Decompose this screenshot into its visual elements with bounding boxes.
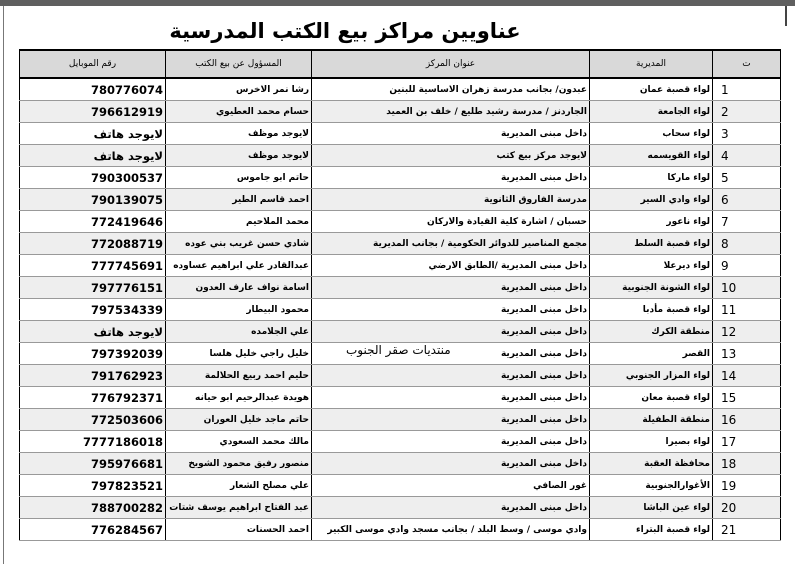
cell-mobile: لايوجد هاتف bbox=[20, 123, 166, 145]
cell-mobile: 788700282 bbox=[20, 497, 166, 519]
cell-mobile: لايوجد هاتف bbox=[20, 145, 166, 167]
cell-directorate: لواء عين الباشا bbox=[590, 497, 713, 519]
cell-responsible: هويدة عبدالرحيم ابو حيانه bbox=[166, 387, 312, 409]
cell-responsible: مالك محمد السعودي bbox=[166, 431, 312, 453]
cell-responsible: لايوجد موظف bbox=[166, 123, 312, 145]
cell-no: 8 bbox=[713, 233, 781, 255]
cell-no: 21 bbox=[713, 519, 781, 541]
cell-responsible: احمد قاسم الطير bbox=[166, 189, 312, 211]
cell-no: 6 bbox=[713, 189, 781, 211]
cell-address: عبدون/ بجانب مدرسة زهران الاساسية للبنين bbox=[312, 78, 590, 101]
cell-directorate: لواء ديرعلا bbox=[590, 255, 713, 277]
cell-address: داخل مبنى المديرية bbox=[312, 453, 590, 475]
cell-no: 19 bbox=[713, 475, 781, 497]
cell-directorate: لواء الجامعة bbox=[590, 101, 713, 123]
table-row bbox=[20, 123, 781, 145]
cell-directorate: لواء قصبة السلط bbox=[590, 233, 713, 255]
table-row bbox=[20, 475, 781, 497]
cell-mobile: 797776151 bbox=[20, 277, 166, 299]
table-row bbox=[20, 78, 781, 101]
cell-no: 4 bbox=[713, 145, 781, 167]
cell-responsible: شادي حسن غريب بني عوده bbox=[166, 233, 312, 255]
table-row bbox=[20, 299, 781, 321]
cell-mobile: 797534339 bbox=[20, 299, 166, 321]
cell-address: داخل مبنى المديرية bbox=[312, 409, 590, 431]
cell-mobile: 776792371 bbox=[20, 387, 166, 409]
cell-no: 13 bbox=[713, 343, 781, 365]
watermark: منتديات صقر الجنوب bbox=[346, 343, 451, 357]
cell-no: 17 bbox=[713, 431, 781, 453]
table-row bbox=[20, 497, 781, 519]
cell-no: 5 bbox=[713, 167, 781, 189]
cell-address: غور الصافي bbox=[312, 475, 590, 497]
cell-address: داخل مبنى المديرية bbox=[312, 497, 590, 519]
cell-mobile: 790139075 bbox=[20, 189, 166, 211]
cell-mobile: 776284567 bbox=[20, 519, 166, 541]
cell-address: وادي موسى / وسط البلد / بجانب مسجد وادي موسى الكبير bbox=[312, 519, 590, 541]
cell-directorate: منطقة الكرك bbox=[590, 321, 713, 343]
cell-directorate: لواء وادي السير bbox=[590, 189, 713, 211]
cell-mobile: 795976681 bbox=[20, 453, 166, 475]
cell-responsible: حسام محمد العطيوي bbox=[166, 101, 312, 123]
table-row bbox=[20, 387, 781, 409]
cell-responsible: محمد الملاحيم bbox=[166, 211, 312, 233]
cell-no: 7 bbox=[713, 211, 781, 233]
cell-no: 18 bbox=[713, 453, 781, 475]
table-row bbox=[20, 365, 781, 387]
cell-directorate: لواء قصبة عمان bbox=[590, 78, 713, 101]
cell-responsible: اسامة نواف عارف العدون bbox=[166, 277, 312, 299]
cell-responsible: خليل راجي خليل هلسا bbox=[166, 343, 312, 365]
cell-no: 12 bbox=[713, 321, 781, 343]
table-row bbox=[20, 519, 781, 541]
cell-responsible: علي الجلامده bbox=[166, 321, 312, 343]
cell-directorate: لواء الشونة الجنوبية bbox=[590, 277, 713, 299]
cell-address: داخل مبنى المديرية bbox=[312, 431, 590, 453]
window-top-bar bbox=[0, 0, 795, 6]
cell-directorate: الأغوارالجنوبية bbox=[590, 475, 713, 497]
page-right-edge bbox=[785, 6, 787, 26]
table-row bbox=[20, 189, 781, 211]
cell-no: 10 bbox=[713, 277, 781, 299]
cell-address: داخل مبنى المديرية bbox=[312, 277, 590, 299]
cell-responsible: حاتم ابو جاموس bbox=[166, 167, 312, 189]
cell-mobile: 791762923 bbox=[20, 365, 166, 387]
cell-directorate: لواء قصبة معان bbox=[590, 387, 713, 409]
cell-mobile: 797823521 bbox=[20, 475, 166, 497]
page-left-edge bbox=[0, 6, 4, 564]
cell-address: داخل مبنى المديرية bbox=[312, 365, 590, 387]
cell-address: داخل مبنى المديرية bbox=[312, 167, 590, 189]
cell-no: 9 bbox=[713, 255, 781, 277]
header-no: ت bbox=[713, 50, 781, 78]
table-row bbox=[20, 321, 781, 343]
cell-responsible: عبدالقادر علي ابراهيم عساوده bbox=[166, 255, 312, 277]
cell-address: حسبان / اشارة كلية القيادة والاركان bbox=[312, 211, 590, 233]
cell-mobile: 777745691 bbox=[20, 255, 166, 277]
cell-mobile: لايوجد هاتف bbox=[20, 321, 166, 343]
header-directorate: المديرية bbox=[590, 50, 713, 78]
cell-no: 20 bbox=[713, 497, 781, 519]
cell-address: الجاردنز / مدرسة رشيد طليع / خلف بن العميد bbox=[312, 101, 590, 123]
table-row bbox=[20, 255, 781, 277]
cell-directorate: لواء سحاب bbox=[590, 123, 713, 145]
table-row bbox=[20, 277, 781, 299]
table-row bbox=[20, 145, 781, 167]
cell-mobile: 772088719 bbox=[20, 233, 166, 255]
cell-address: داخل مبنى المديرية bbox=[312, 299, 590, 321]
cell-directorate: منطقة الطفيلة bbox=[590, 409, 713, 431]
cell-no: 1 bbox=[713, 78, 781, 101]
table-row bbox=[20, 211, 781, 233]
cell-directorate: لواء قصبة مأدبا bbox=[590, 299, 713, 321]
header-address: عنوان المركز bbox=[312, 50, 590, 78]
cell-directorate: لواء القويسمه bbox=[590, 145, 713, 167]
cell-no: 3 bbox=[713, 123, 781, 145]
cell-directorate: محافظة العقبة bbox=[590, 453, 713, 475]
cell-no: 11 bbox=[713, 299, 781, 321]
cell-responsible: رشا نمر الاخرس bbox=[166, 78, 312, 101]
cell-mobile: 780776074 bbox=[20, 78, 166, 101]
cell-directorate: لواء ماركا bbox=[590, 167, 713, 189]
cell-responsible: حليم احمد ربيع الحلالمة bbox=[166, 365, 312, 387]
centers-table bbox=[19, 49, 781, 541]
cell-mobile: 7777186018 bbox=[20, 431, 166, 453]
table-row bbox=[20, 101, 781, 123]
cell-responsible: منصور رفيق محمود الشويخ bbox=[166, 453, 312, 475]
cell-directorate: لواء ناعور bbox=[590, 211, 713, 233]
cell-no: 2 bbox=[713, 101, 781, 123]
cell-responsible: لايوجد موظف bbox=[166, 145, 312, 167]
table-row bbox=[20, 233, 781, 255]
cell-no: 16 bbox=[713, 409, 781, 431]
header-responsible: المسؤول عن بيع الكتب bbox=[166, 50, 312, 78]
cell-no: 15 bbox=[713, 387, 781, 409]
header-mobile: رقم الموبايل bbox=[20, 50, 166, 78]
cell-address: داخل مبنى المديرية bbox=[312, 123, 590, 145]
cell-no: 14 bbox=[713, 365, 781, 387]
cell-address: داخل مبنى المديرية /الطابق الارضي bbox=[312, 255, 590, 277]
cell-address: لايوجد مركز بيع كتب bbox=[312, 145, 590, 167]
cell-responsible: عبد الفتاح ابراهيم يوسف شتات bbox=[166, 497, 312, 519]
table-row bbox=[20, 431, 781, 453]
cell-mobile: 797392039 bbox=[20, 343, 166, 365]
cell-mobile: 772503606 bbox=[20, 409, 166, 431]
cell-directorate: لواء المزار الجنوبي bbox=[590, 365, 713, 387]
cell-directorate: القصر bbox=[590, 343, 713, 365]
cell-responsible: حاتم ماجد خليل العوران bbox=[166, 409, 312, 431]
cell-address: داخل مبنى المديرية bbox=[312, 321, 590, 343]
cell-responsible: احمد الحسنات bbox=[166, 519, 312, 541]
cell-mobile: 796612919 bbox=[20, 101, 166, 123]
page-title: عناويين مراكز بيع الكتب المدرسية bbox=[169, 19, 521, 43]
cell-directorate: لواء قصبة البتراء bbox=[590, 519, 713, 541]
table-row bbox=[20, 409, 781, 431]
cell-responsible: محمود البيطار bbox=[166, 299, 312, 321]
cell-address: داخل مبنى المديرية bbox=[312, 343, 590, 365]
cell-mobile: 790300537 bbox=[20, 167, 166, 189]
table-header-row bbox=[20, 50, 781, 78]
cell-mobile: 772419646 bbox=[20, 211, 166, 233]
cell-address: مدرسة الفاروق الثانوية bbox=[312, 189, 590, 211]
cell-address: مجمع المناصير للدوائر الحكومية / بجانب المديرية bbox=[312, 233, 590, 255]
cell-address: داخل مبنى المديرية bbox=[312, 387, 590, 409]
table-row bbox=[20, 453, 781, 475]
table-row bbox=[20, 167, 781, 189]
cell-directorate: لواء بصيرا bbox=[590, 431, 713, 453]
cell-responsible: علي مصلح الشعار bbox=[166, 475, 312, 497]
